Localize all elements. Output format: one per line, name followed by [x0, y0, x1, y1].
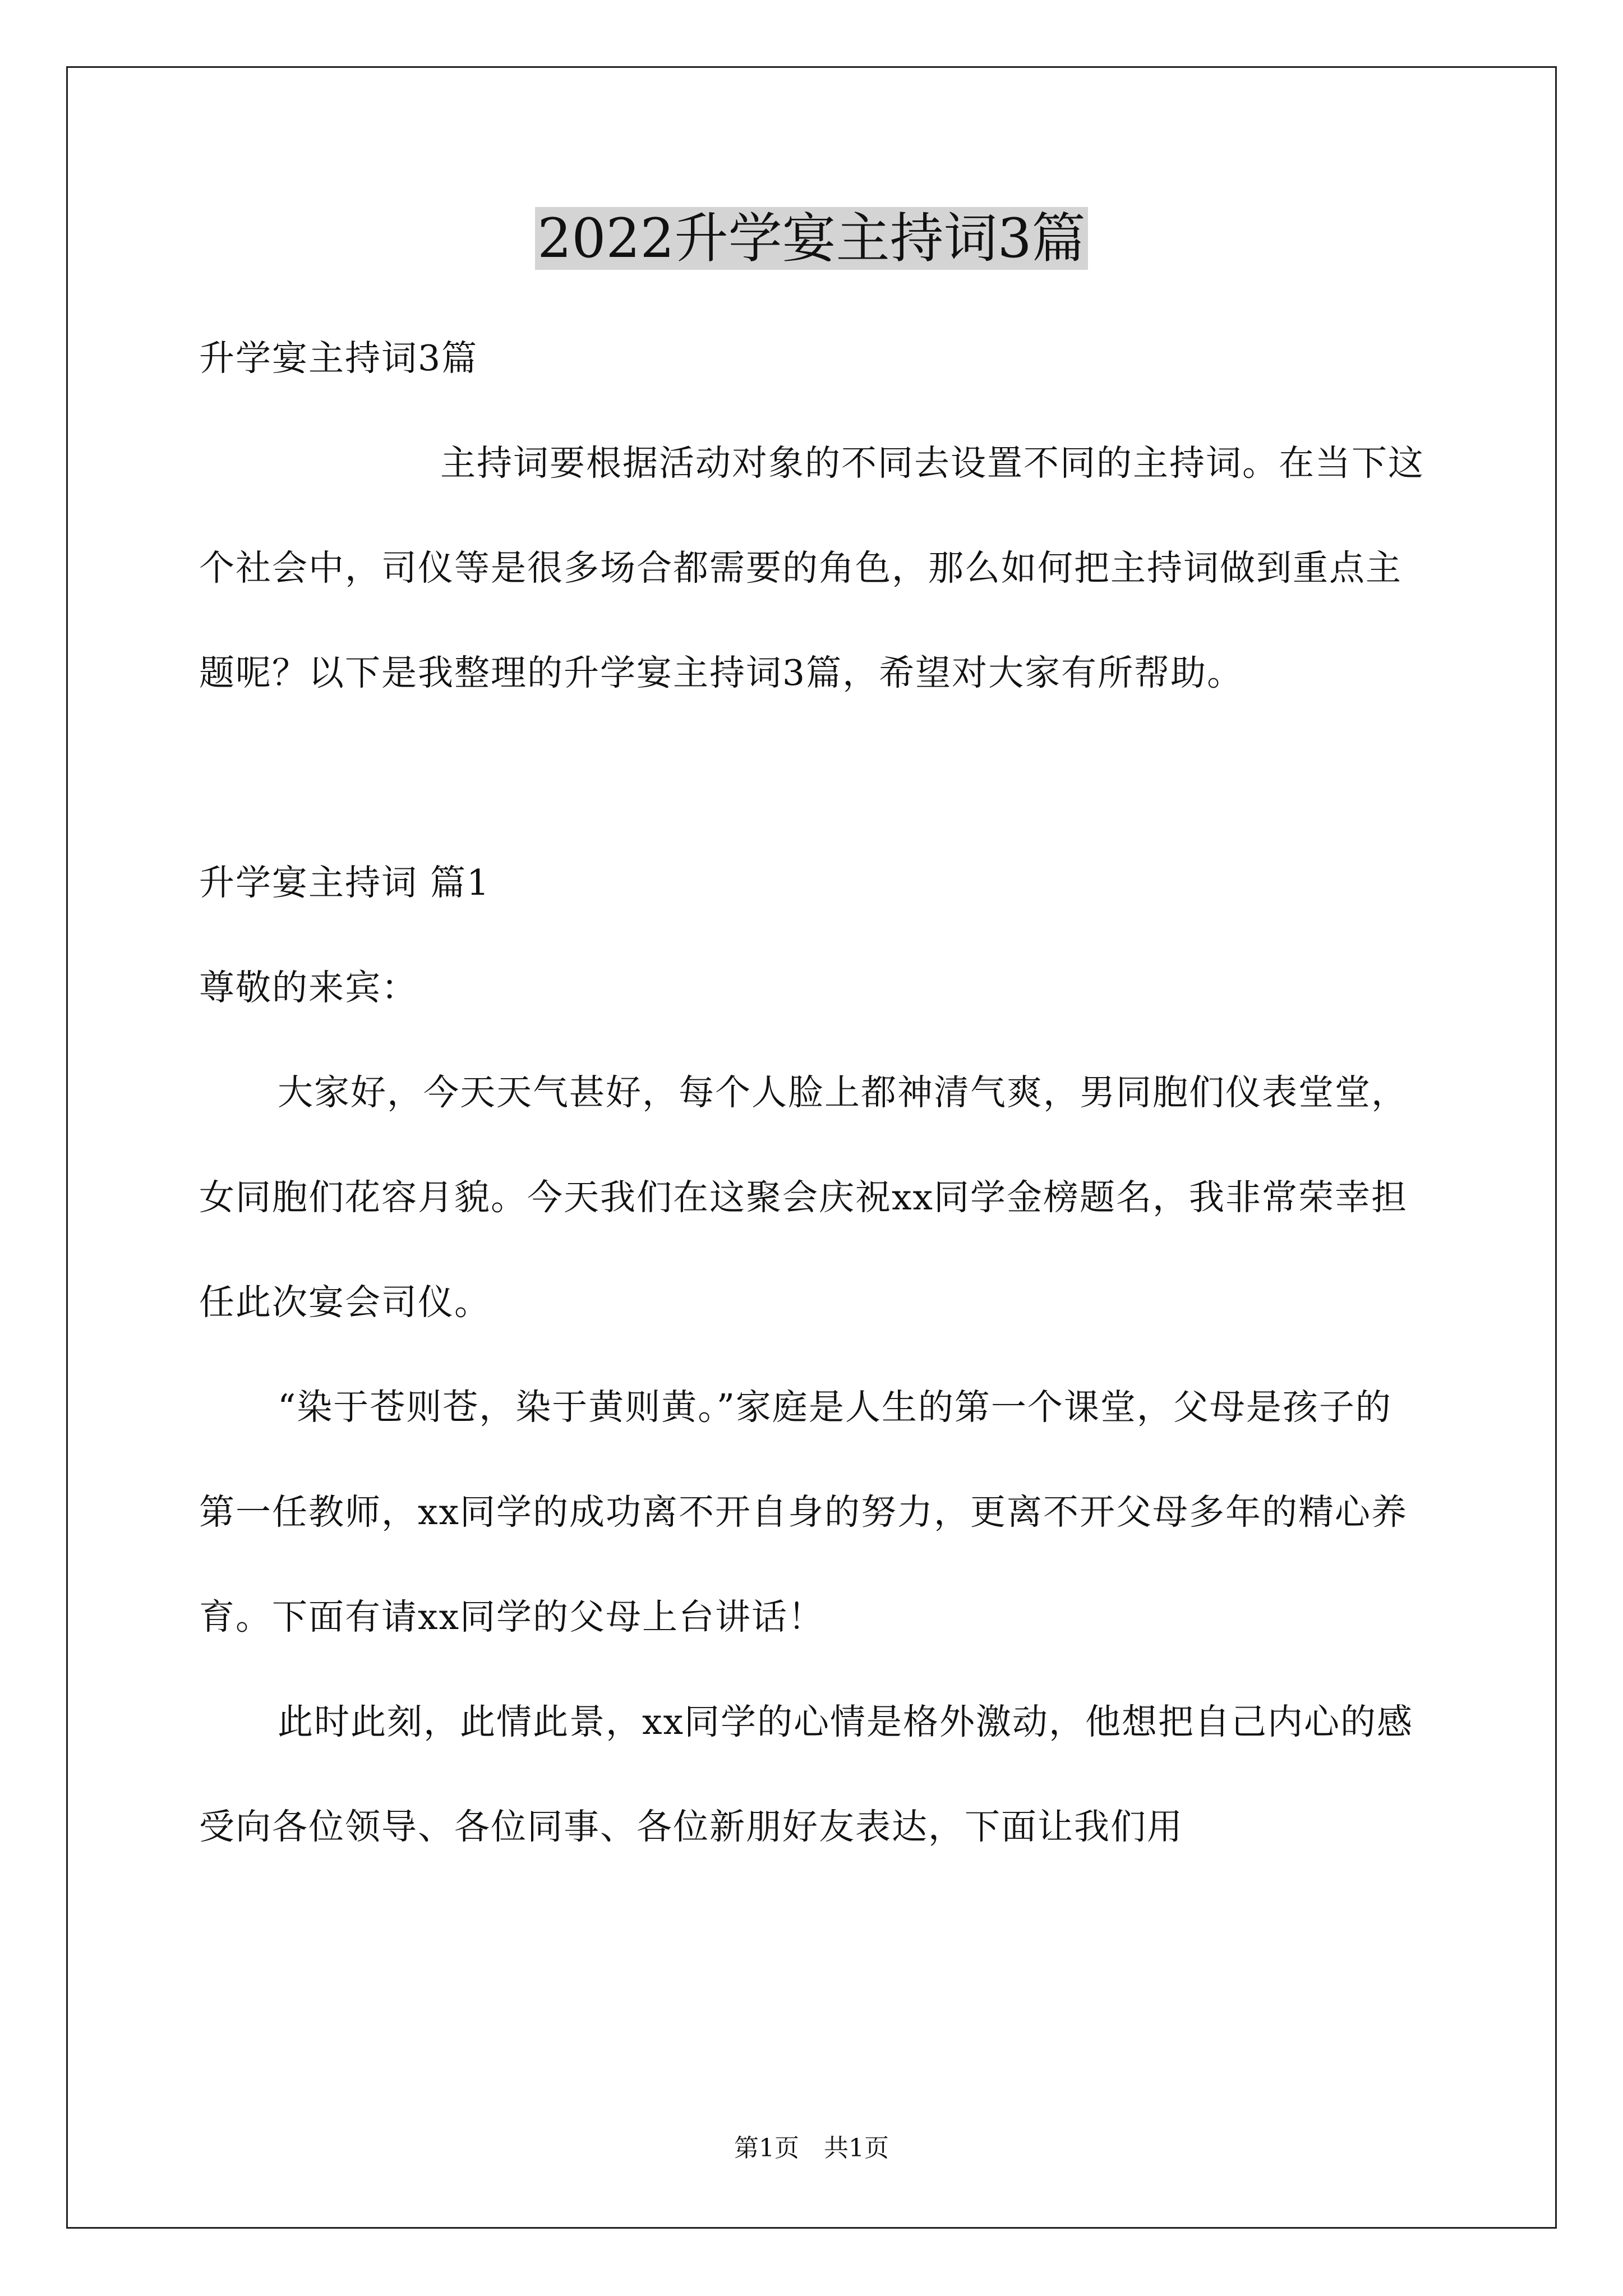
page-footer: 第1页 共1页	[734, 2134, 889, 2162]
document-title	[0, 196, 1623, 280]
body-paragraph-3: 此时此刻，此情此景，xx同学的心情是格外激动，他想把自己内心的感受向各位领导、各位同事、各位新朋好友表达，下面让我们用	[199, 1701, 1414, 1847]
paragraph-gap	[199, 725, 1427, 830]
document-title-text: 2022升学宴主持词3篇	[535, 207, 1087, 270]
intro-paragraph: 主持词要根据活动对象的不同去设置不同的主持词。在当下这个社会中，司仪等是很多场合都需要的角色，那么如何把主持词做到重点主题呢？以下是我整理的升学宴主持词3篇，希望对大家有所帮助。	[199, 443, 1424, 693]
body-paragraph-1: 大家好，今天天气甚好，每个人脸上都神清气爽，男同胞们仪表堂堂，女同胞们花容月貌。今天我们在这聚会庆祝xx同学金榜题名，我非常荣幸担任此次宴会司仪。	[199, 1072, 1408, 1323]
greeting: 尊敬的来宾：	[199, 967, 418, 1008]
body-paragraph-2: “染于苍则苍，染于黄则黄。”家庭是人生的第一个课堂，父母是孩子的第一任教师，xx同学的成功离不开自身的努力，更离不开父母多年的精心养育。下面有请xx同学的父母上台讲话！	[199, 1387, 1408, 1637]
document-body	[199, 306, 1427, 1879]
document-subtitle: 升学宴主持词3篇	[199, 338, 478, 379]
section-heading: 升学宴主持词 篇1	[199, 862, 491, 903]
